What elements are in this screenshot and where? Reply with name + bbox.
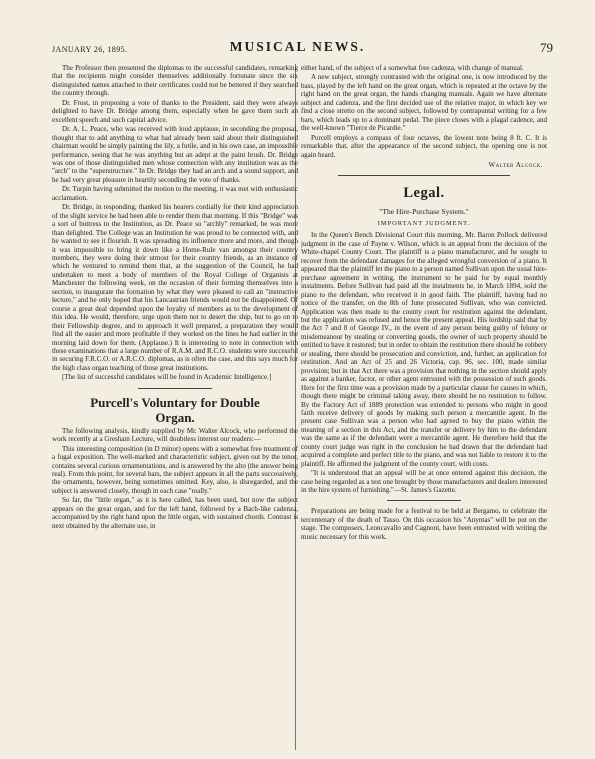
divider <box>338 175 510 176</box>
paragraph: [The list of successful candidates will be found in Academic Intelligence.] <box>62 373 272 382</box>
paragraph: In the Queen's Bench Divisional Court this morning, Mr. Baron Pollock delivered judgment in the case of Payne v. Wilson, which is an appeal from the decision of the White-chapel County Court. The plaintiff is a piano manufacturer, and he sought to recover from the defendant damages for the alleged wrongful conversion of a piano. It appeared that the plaintiff let the piano to a person named Sullivan upon the usual hire-purchase agreement in writing, the instrument to be paid for by equal monthly instalments. Before Sullivan had paid all the instalments he, in March 1894, sold the piano to the defendant, who received it in good faith. The plaintiff, having had no notice of the transfer, on the 8th of June prosecuted Sullivan, who was convicted. Application was then made to the county court for restitution against the defendant, but the application was refused and hence the present appeal. His lordship said that by the Act 7 and 8 of George IV., in the event of any person being guilty of felony or misdemeanour by stealing or converting goods, the owner of such property should be entitled to have it restored; but in order to obtain the restitution there should be robbery or stealing, there should be prosecution and conviction, and, further, an application for restitution. And an Act of 25 and 26 Victoria, cap. 96, sec. 100, made similar provision; but in that Act there was a provision that nothing in the section should apply as against a banker, factor, or other agent entrusted with the possession of such goods. Here for the first time was a provision made by a particular clause for causes in which, though there might be criminal taking away, there should be no restitution to follow. By the Factory Act of 1889 protection was extended to persons who might in good faith receive delivery of goods by making such person a mercantile agent. In the present case Sullivan was a person who had agreed to buy the piano within the meaning of a section in this Act, and the transfer or delivery by him to the defendant was the same as if the defendant were a mercantile agent. He therefore held that the county court judge was right in the conclusion he had drawn that the defendant had acquired a complete and perfect title to the piano, and was not liable to restore it to the plaintiff. He affirmed the judgment of the county court, with costs. <box>301 231 547 468</box>
paragraph: Dr. Frost, in proposing a vote of thanks to the President, said they were always delighted to have Dr. Bridge among them, especially when he gave them such an excellent speech and such capital advice. <box>52 98 298 124</box>
article-title <box>52 395 298 425</box>
case-title: "The Hire-Purchase System." <box>379 207 469 217</box>
paragraph: The following analysis, kindly supplied by Mr. Walter Alcock, who performed the work recently at a Gresham Lecture, will doubtless interest our readers:— <box>52 426 298 444</box>
issue-date: JANUARY 26, 1895. <box>52 45 128 54</box>
paragraph: Purcell employs a compass of four octaves, the lowest note being 8 ft. C. It is remarkable that, after the appearance of the second subject, the opening one is not again heard. <box>301 133 547 159</box>
paragraph: This interesting composition (in D minor) opens with a somewhat free treatment of a fugal exposition. The well-marked and characteristic subject, given out by the tenor, contains several curious ornamentations, and is answered by the alto (the answer being real). From this point, for several bars, the subject appears in all the parts successively, the ornaments, however, being sometimes omitted. Key, also, is disregarded, and the subject is answered closely, though in each case "really." <box>52 444 298 495</box>
case-subtitle: IMPORTANT JUDGMENT. <box>377 220 471 228</box>
divider <box>387 500 461 501</box>
paragraph: Dr. Bridge, in responding, thanked his hearers cordially for their kind appreciation of the slight service he had been able to render them that morning. If this "Bridge" was a sort of buttress to the Institution, as Dr. Peace so "archly" remarked, he was more than delighted. The College was an Institution he was proud to be connected with, and he wanted to see it flourish. It was spreading its influence more and more, and though it was impossible to bring it down like a Home-Rule van amongst their country members, they were doing their utmost for their country friends, as an instance of which he ventured to remind them that, at the suggestion of the Council, he had undertaken to meet a body of members of the Royal College of Organists at Manchester the following week, on the occasion of their forming themselves into a section, to inaugurate the formation by what they were pleased to call an "instructive lecture," and he only hoped that his Lancastrian friends would not be disappointed. Of course a great deal depended upon the loyalty of members as to the development of this idea. He would, therefore, urge upon them not to desert the ship, but to go on to their Fellowship degree, and to approach it well prepared, a preparation they would find all the easier and more profitable if they worked on the lines he had earlier in the morning laid down for them. (Applause.) It is interesting to note in connection with these examinations that a large number of R.A.M. and R.C.O. students were successful in securing F.R.C.O. or A.R.C.O. diplomas, as is often the case, and this says much for the high class organ teaching of those great institutions. <box>52 203 298 372</box>
paragraph: Preparations are being made for a festival to be held at Bergamo, to celebrate the tercentenary of the death of Tasso. On this occasion his "Anyntas" will be put on the stage. The composers, Leoncavallo and Cagnoni, have been entrusted with writing the music necessary for this work. <box>301 507 547 541</box>
masthead-title: MUSICAL NEWS. <box>229 39 366 54</box>
paragraph: The Professor then presented the diplomas to the successful candidates, remarking that the recipients might consider themselves additionally fortunate since the six distinguished names attached to their certificates could not be bettered if they searched the country through. <box>52 64 298 98</box>
paragraph: either hand, of the subject of a somewhat free cadenza, with change of manual. <box>301 64 524 72</box>
paragraph: Dr. Turpin having submitted the motion to the meeting, it was met with enthusiastic acclamation. <box>52 185 298 202</box>
paragraph: Dr. A. L. Peace, who was received with loud applause, in seconding the proposal, thought that to add anything to what had already been said about their distinguished chairman would be simply painting the lily, a futile, and in his own case, an impossible performance, seeing that he was anything but an adept at the paint brush. Dr. Bridge was one of those distinguished men whose connection with any institution was as the "arch" to the "superstructure." In Dr. Bridge they had an arch and a sound support, and he had very great pleasure in heartily seconding the vote of thanks. <box>52 125 298 184</box>
left-column <box>52 64 298 749</box>
paragraph: "It is understood that an appeal will be at once entered against this decision, the case being regarded as a test one brought by those manufacturers and dealers interested in the hire system of furnishing."—St. James's Gazette. <box>301 469 547 495</box>
section-heading: Legal. <box>403 185 445 202</box>
paragraph: A new subject, strongly contrasted with the original one, is now introduced by the bass, played by the left hand on the great organ, which is repeated at the octave by the right hand on the great organ, the hands changing manuals. Again we have alternate subject and cadenza, and the first decided use of the relative major, in which key we find a close stretto on the second subject, followed by contrapuntal writing for a few bars, which leads up to a dominant pedal. The piece closes with a plagal cadence, and the well-known "Tierce de Picardie." <box>301 73 547 133</box>
paragraph: So far, the "little organ," as it is here called, has been used, but now the subject appears on the great organ, and for the left hand, followed by a Bach-like cadenza, accompanied by the right hand upon the little organ, with sustained chords. Contrast is next obtained by the alternate use, in <box>52 496 298 530</box>
page-number: 79 <box>540 40 553 55</box>
author-signature: Walter Alcock. <box>488 160 543 169</box>
article-title-line: Purcell's Voluntary for Double <box>90 394 260 410</box>
divider <box>138 388 212 389</box>
article-title-line: Organ. <box>155 409 195 425</box>
right-column <box>301 64 547 749</box>
